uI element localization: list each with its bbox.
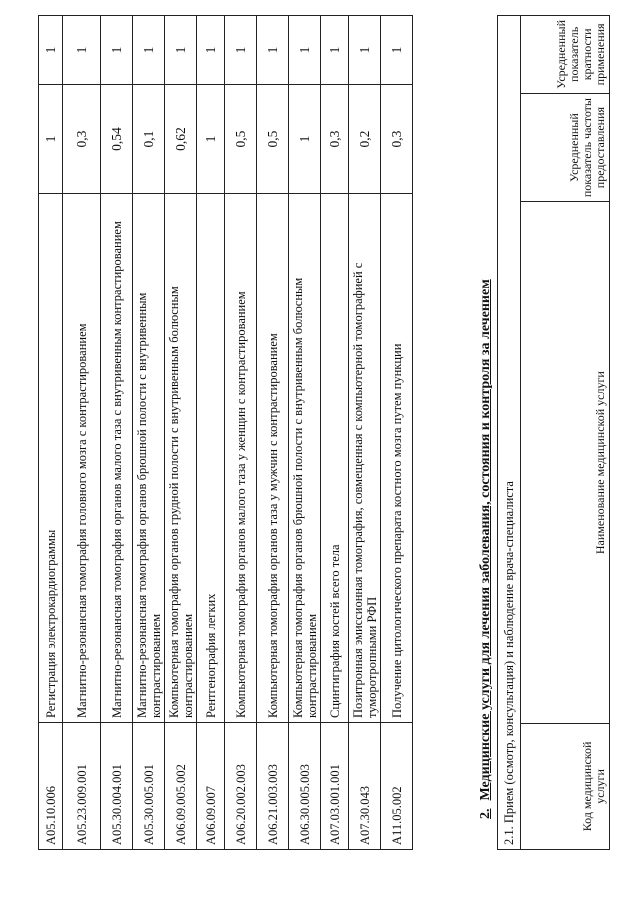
table-row — [165, 16, 197, 850]
table-row — [133, 16, 165, 850]
service-code-cell: A06.20.002.003 — [225, 723, 257, 850]
services-table-body — [39, 16, 413, 850]
section-2-heading — [478, 279, 494, 819]
services-table — [38, 15, 413, 850]
subsection-title: Прием (осмотр, консультация) и наблюдение врача-специалиста — [501, 481, 516, 824]
table-row — [381, 16, 413, 850]
frequency-cell: 0,2 — [349, 85, 381, 194]
service-name-cell: Регистрация электрокардиограммы — [39, 194, 63, 723]
frequency-cell: 0,5 — [257, 85, 289, 194]
multiplicity-cell: 1 — [165, 16, 197, 85]
frequency-cell: 1 — [197, 85, 225, 194]
table-row — [39, 16, 63, 850]
service-code-cell: A07.30.043 — [349, 723, 381, 850]
table-row — [197, 16, 225, 850]
service-code-cell: A05.23.009.001 — [63, 723, 101, 850]
service-code-cell: A11.05.002 — [381, 723, 413, 850]
service-name-cell: Рентгенография легких — [197, 194, 225, 723]
multiplicity-cell: 1 — [321, 16, 349, 85]
frequency-cell: 0,5 — [225, 85, 257, 194]
service-name-cell: Магнитно-резонансная томография головного мозга с контрастированием — [63, 194, 101, 723]
frequency-cell: 0,3 — [381, 85, 413, 194]
table-row — [257, 16, 289, 850]
service-code-cell: A06.30.005.003 — [289, 723, 321, 850]
service-name-cell: Сцинтиграфия костей всего тела — [321, 194, 349, 723]
frequency-cell: 0,54 — [101, 85, 133, 194]
service-code-cell: A06.21.003.003 — [257, 723, 289, 850]
multiplicity-cell: 1 — [225, 16, 257, 85]
subsection-number: 2.1. — [501, 826, 516, 845]
service-name-cell: Компьютерная томография органов таза у мужчин с контрастированием — [257, 194, 289, 723]
multiplicity-cell: 1 — [381, 16, 413, 85]
service-name-cell: Магнитно-резонансная томография органов брюшной полости с внутривенным контрастированием — [133, 194, 165, 723]
service-name-cell: Компьютерная томография органов грудной полости с внутривенным болюсным контрастированием — [165, 194, 197, 723]
multiplicity-cell: 1 — [289, 16, 321, 85]
service-name-cell: Магнитно-резонансная томография органов малого таза с внутривенным контрастированием — [101, 194, 133, 723]
table-header-row — [521, 16, 610, 850]
header-code: Код медицинской услуги — [521, 723, 610, 849]
frequency-cell: 0,1 — [133, 85, 165, 194]
section-2-title: Медицинские услуги для лечения заболевания, состояния и контроля за лечением — [478, 279, 493, 801]
frequency-cell: 0,3 — [321, 85, 349, 194]
frequency-cell: 0,62 — [165, 85, 197, 194]
frequency-cell: 1 — [289, 85, 321, 194]
table-row — [349, 16, 381, 850]
table-row — [289, 16, 321, 850]
consultation-table — [497, 15, 610, 850]
service-name-cell: Получение цитологического препарата костного мозга путем пункции — [381, 194, 413, 723]
subsection-cell — [498, 16, 521, 850]
service-name-cell: Компьютерная томография органов брюшной полости с внутривенным болюсным контрастированием — [289, 194, 321, 723]
frequency-cell: 1 — [39, 85, 63, 194]
service-code-cell: A07.03.001.001 — [321, 723, 349, 850]
table-row — [63, 16, 101, 850]
service-code-cell: A05.30.004.001 — [101, 723, 133, 850]
service-code-cell: A06.09.007 — [197, 723, 225, 850]
service-code-cell: A06.09.005.002 — [165, 723, 197, 850]
multiplicity-cell: 1 — [101, 16, 133, 85]
service-name-cell: Позитронная эмиссионная томография, совмещенная с компьютерной томографией с туморотропными РФП — [349, 194, 381, 723]
service-code-cell: A05.10.006 — [39, 723, 63, 850]
section-2-number: 2. — [478, 808, 493, 819]
multiplicity-cell: 1 — [63, 16, 101, 85]
frequency-cell: 0,3 — [63, 85, 101, 194]
multiplicity-cell: 1 — [257, 16, 289, 85]
service-name-cell: Компьютерная томография органов малого таза у женщин с контрастированием — [225, 194, 257, 723]
table-row — [101, 16, 133, 850]
header-name: Наименование медицинской услуги — [521, 202, 610, 723]
header-frequency: Усредненный показатель частоты предоставления — [521, 93, 610, 202]
multiplicity-cell: 1 — [39, 16, 63, 85]
table-row — [225, 16, 257, 850]
header-multiplicity: Усредненный показатель кратности применения — [521, 16, 610, 94]
subsection-row — [498, 16, 521, 850]
multiplicity-cell: 1 — [133, 16, 165, 85]
table-row — [321, 16, 349, 850]
multiplicity-cell: 1 — [197, 16, 225, 85]
multiplicity-cell: 1 — [349, 16, 381, 85]
service-code-cell: A05.30.005.001 — [133, 723, 165, 850]
